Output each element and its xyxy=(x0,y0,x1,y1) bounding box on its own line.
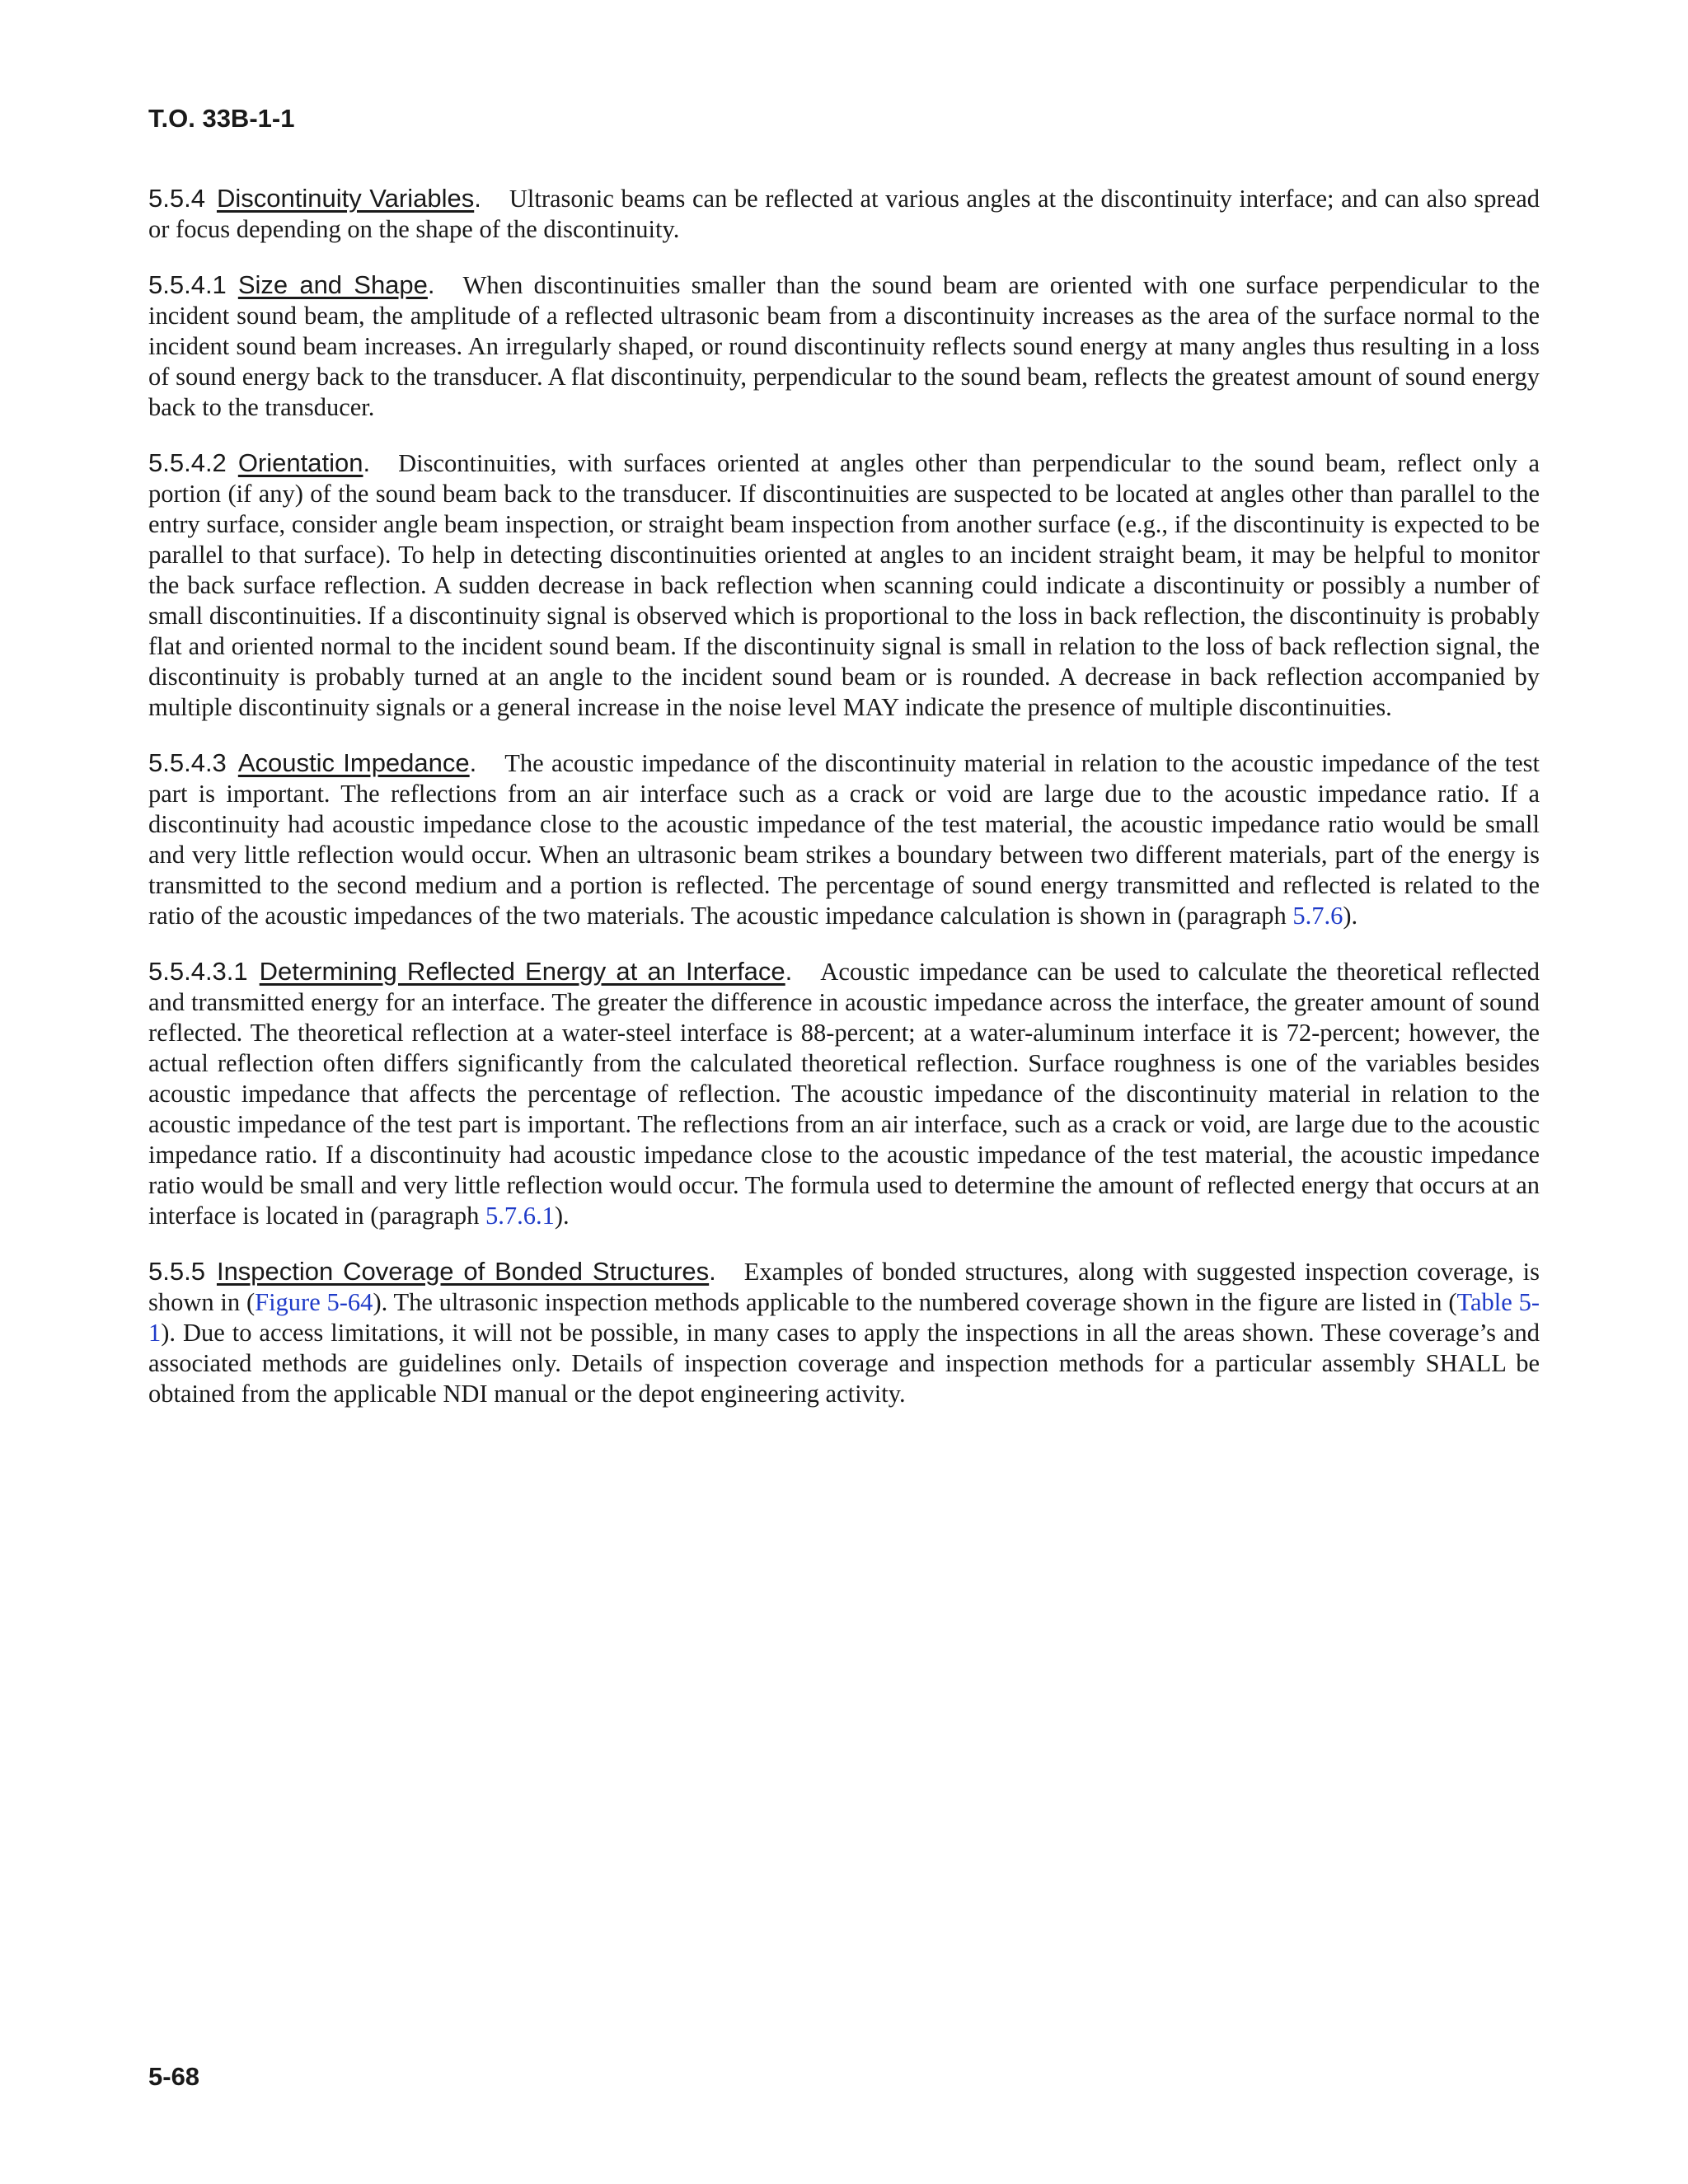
document-body xyxy=(148,183,1540,1434)
page-number: 5-68 xyxy=(148,2062,200,2091)
paragraph-text: Examples of bonded structures, along with suggested inspection coverage, is shown in ( xyxy=(148,1258,1540,1316)
figure-link-5-64[interactable]: Figure 5-64 xyxy=(255,1288,373,1316)
paragraph-5-5-4 xyxy=(148,183,1540,245)
paragraph-5-5-4-3-1 xyxy=(148,956,1540,1231)
section-title: Orientation xyxy=(237,448,363,477)
title-period: . xyxy=(709,1257,716,1286)
paragraph-text: The acoustic impedance of the discontinuity material in relation to the acoustic impedance of the test part is important. The reflections from an air interface such as a crack or void are large due to the acoustic impedance ratio. If a discontinuity had acoustic impedance close to the acoustic impedance of the test material, the acoustic impedance ratio would be small and very little reflection would occur. When an ultrasonic beam strikes a boundary between two different materials, part of the energy is transmitted to the second medium and a portion is reflected. The percentage of sound energy transmitted and reflected is related to the ratio of the acoustic impedances of the two materials. The acoustic impedance calculation is shown in (paragraph xyxy=(148,749,1540,930)
title-period: . xyxy=(474,184,481,213)
paragraph-text: When discontinuities smaller than the sound beam are oriented with one surface perpendicular to the incident sound beam, the amplitude of a reflected ultrasonic beam from a discontinuity increases as the area of the surface normal to the incident sound beam increases. An irregularly shaped, or round discontinuity reflects sound energy at many angles thus resulting in a loss of sound energy back to the transducer. A flat discontinuity, perpendicular to the sound beam, reflects the greatest amount of sound energy back to the transducer. xyxy=(148,271,1540,421)
section-number: 5.5.4.3.1 xyxy=(148,957,248,986)
paragraph-text-middle: ). The ultrasonic inspection methods applicable to the numbered coverage shown in the figure are listed in ( xyxy=(373,1288,1457,1316)
title-period: . xyxy=(785,957,793,986)
document-id: T.O. 33B-1-1 xyxy=(148,104,295,133)
paragraph-text-end: ). Due to access limitations, it will not be possible, in many cases to apply the inspections in all the areas shown. These coverage’s and associated methods are guidelines only. Details of inspection coverage and inspection methods for a particular assembly SHALL be obtained from the applicable NDI manual or the depot engineering activity. xyxy=(148,1319,1540,1408)
title-period: . xyxy=(469,748,477,777)
paragraph-5-5-4-2 xyxy=(148,448,1540,723)
section-number: 5.5.4 xyxy=(148,184,205,213)
section-title: Size and Shape xyxy=(237,270,428,299)
section-title: Discontinuity Variables xyxy=(216,184,475,213)
section-number: 5.5.4.2 xyxy=(148,448,227,477)
paragraph-text-end: ). xyxy=(554,1202,570,1230)
paragraph-text: Discontinuities, with surfaces oriented at angles other than perpendicular to the sound beam, reflect only a portion (if any) of the sound beam back to the transducer. If discontinuities are suspected to be located at angles other than parallel to the entry surface, consider angle beam inspection, or straight beam inspection from another surface (e.g., if the discontinuity is expected to be parallel to that surface). To help in detecting discontinuities oriented at angles to an incident straight beam, it may be helpful to monitor the back surface reflection. A sudden decrease in back reflection when scanning could indicate a discontinuity or possibly a number of small discontinuities. If a discontinuity signal is observed which is proportional to the loss in back reflection, the discontinuity is probably flat and oriented normal to the incident sound beam. If the discontinuity signal is small in relation to the loss of back reflection signal, the discontinuity is probably turned at an angle to the incident sound beam or is rounded. A decrease in back reflection accompanied by multiple discontinuity signals or a general increase in the noise level MAY indicate the presence of multiple discontinuities. xyxy=(148,449,1540,721)
paragraph-5-5-4-3 xyxy=(148,748,1540,931)
section-title: Acoustic Impedance xyxy=(237,748,470,777)
section-number: 5.5.4.1 xyxy=(148,270,227,299)
paragraph-text: Acoustic impedance can be used to calculate the theoretical reflected and transmitted energy for an interface. The greater the difference in acoustic impedance across the interface, the greater amount of sound reflected. The theoretical reflection at a water-steel interface is 88-percent; at a water-aluminum interface it is 72-percent; however, the actual reflection often differs significantly from the calculated theoretical reflection. Surface roughness is one of the variables besides acoustic impedance that affects the percentage of reflection. The acoustic impedance of the discontinuity material in relation to the acoustic impedance of the test part is important. The reflections from an air interface, such as a crack or void, are large due to the acoustic impedance ratio. If a discontinuity had acoustic impedance close to the acoustic impedance of the test material, the acoustic impedance ratio would be small and very little reflection would occur. The formula used to determine the amount of reflected energy that occurs at an interface is located in (paragraph xyxy=(148,958,1540,1230)
paragraph-text-end: ). xyxy=(1343,902,1358,930)
paragraph-text: Ultrasonic beams can be reflected at various angles at the discontinuity interface; and can also spread or focus depending on the shape of the discontinuity. xyxy=(148,185,1540,243)
title-period: . xyxy=(427,270,435,299)
section-number: 5.5.4.3 xyxy=(148,748,227,777)
paragraph-link-5-7-6-1[interactable]: 5.7.6.1 xyxy=(485,1202,555,1230)
section-number: 5.5.5 xyxy=(148,1257,205,1286)
table-link-5-1[interactable]: Table 5-1 xyxy=(148,1288,1540,1347)
paragraph-5-5-5 xyxy=(148,1256,1540,1409)
paragraph-5-5-4-1 xyxy=(148,269,1540,423)
title-period: . xyxy=(363,448,371,477)
section-title: Determining Reflected Energy at an Interface xyxy=(259,957,785,986)
paragraph-link-5-7-6[interactable]: 5.7.6 xyxy=(1292,902,1343,930)
section-title: Inspection Coverage of Bonded Structures xyxy=(216,1257,710,1286)
